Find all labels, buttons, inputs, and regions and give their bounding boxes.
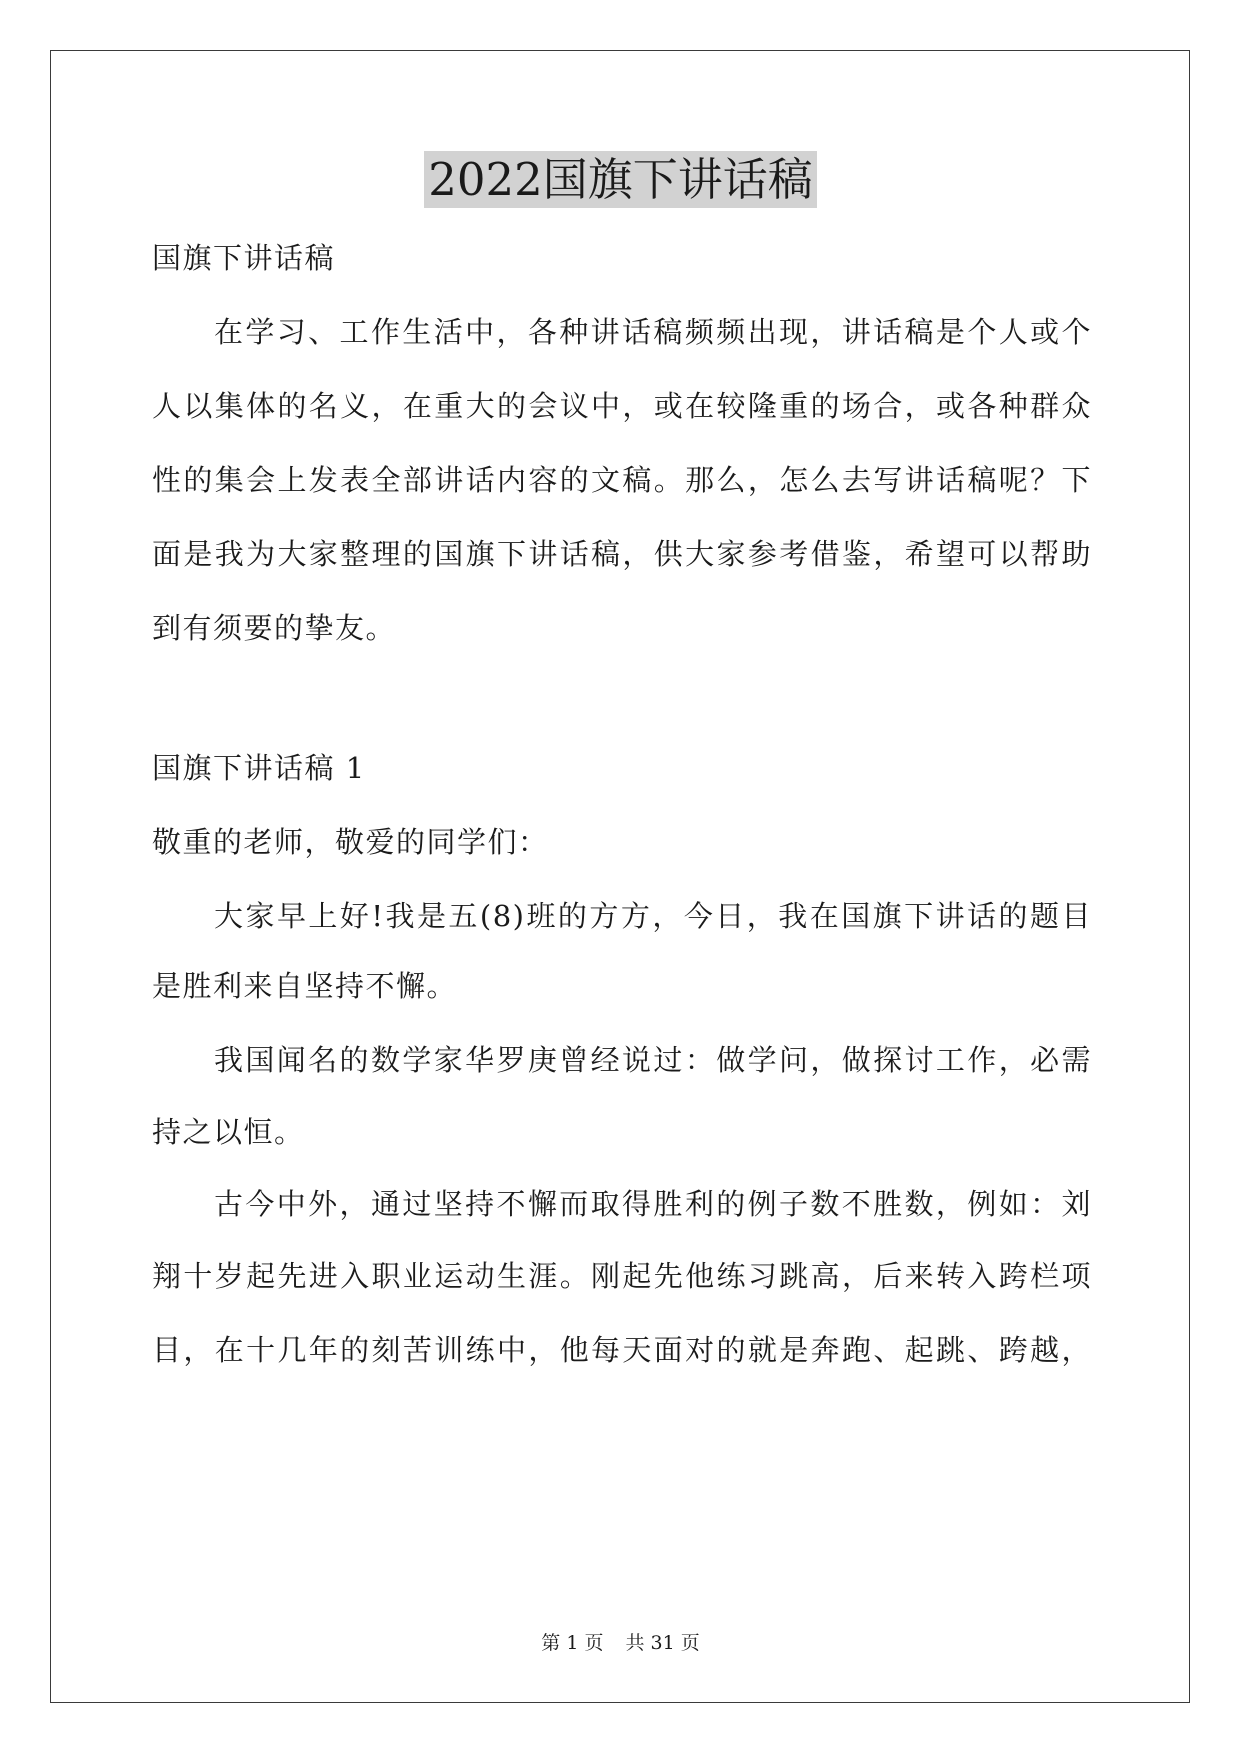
document-title-text: 2022国旗下讲话稿 — [424, 151, 817, 208]
total-pages: 共 31 页 — [625, 1632, 700, 1654]
paragraph-line: 古今中外，通过坚持不懈而取得胜利的例子数不胜数，例如：刘 — [214, 1187, 1092, 1221]
paragraph-line: 到有须要的挚友。 — [152, 611, 397, 645]
paragraph-line: 面是我为大家整理的国旗下讲话稿，供大家参考借鉴，希望可以帮助 — [152, 537, 1092, 571]
document-title — [0, 150, 1241, 210]
paragraph-line: 人以集体的名义，在重大的会议中，或在较隆重的场合，或各种群众 — [152, 389, 1092, 423]
salutation: 敬重的老师，敬爱的同学们： — [152, 825, 549, 859]
page-border — [50, 50, 1190, 1703]
paragraph-line: 翔十岁起先进入职业运动生涯。刚起先他练习跳高，后来转入跨栏项 — [152, 1259, 1092, 1293]
subheading: 国旗下讲话稿 — [152, 241, 336, 275]
paragraph-line: 性的集会上发表全部讲话内容的文稿。那么，怎么去写讲话稿呢？下 — [152, 463, 1092, 497]
paragraph-line: 在学习、工作生活中，各种讲话稿频频出现，讲话稿是个人或个 — [214, 315, 1092, 349]
page-footer — [0, 1630, 1241, 1656]
paragraph-line: 是胜利来自坚持不懈。 — [152, 969, 458, 1003]
paragraph-line: 大家早上好!我是五(8)班的方方，今日，我在国旗下讲话的题目 — [214, 899, 1092, 933]
page-number: 第 1 页 — [541, 1632, 604, 1654]
section-heading: 国旗下讲话稿 1 — [152, 751, 366, 785]
paragraph-line: 我国闻名的数学家华罗庚曾经说过：做学问，做探讨工作，必需 — [214, 1043, 1092, 1077]
paragraph-line: 持之以恒。 — [152, 1115, 305, 1149]
paragraph-line: 目，在十几年的刻苦训练中，他每天面对的就是奔跑、起跳、跨越， — [152, 1333, 1092, 1367]
